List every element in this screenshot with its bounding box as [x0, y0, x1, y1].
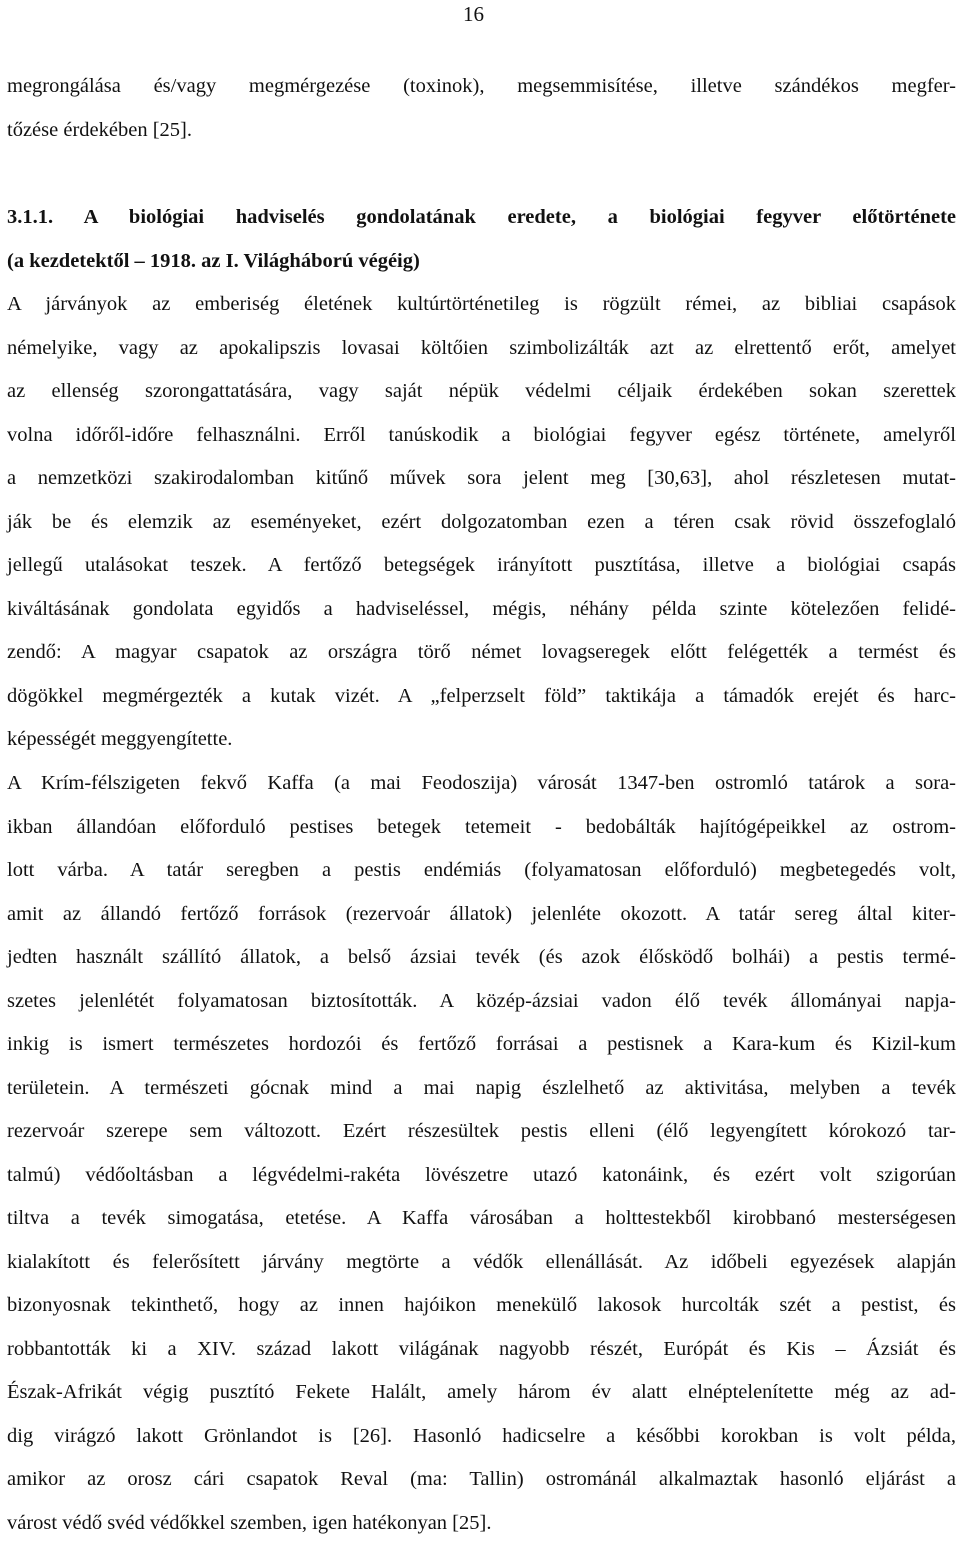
text-line: tőzése érdekében [25].	[7, 109, 956, 153]
section-heading	[7, 196, 956, 283]
text-line: amikor az orosz cári csapatok Reval (ma: Tallin) ostrománál alkalmaztak hasonló eljárást a	[7, 1458, 956, 1502]
text-line: a nemzetközi szakirodalomban kitűnő művek sora jelent meg [30,63], ahol részletesen mutat-	[7, 457, 956, 501]
text-line: volna időről-időre felhasználni. Erről tanúskodik a biológiai fegyver egész története, amelyről	[7, 414, 956, 458]
text-line: dögökkel megmérgezték a kutak vizét. A „felperzselt föld” taktikája a támadók erejét és harc-	[7, 675, 956, 719]
text-line: bizonyosnak tekinthető, hogy az innen hajóikon menekülő lakosok hurcolták szét a pestist, és	[7, 1284, 956, 1328]
page-number: 16	[463, 2, 503, 26]
paragraph-1	[7, 283, 956, 762]
text-line: 3.1.1. A biológiai hadviselés gondolatának eredete, a biológiai fegyver előtörténete	[7, 196, 956, 240]
text-line: A járványok az emberiség életének kultúrtörténetileg is rögzült rémei, az bibliai csapások	[7, 283, 956, 327]
text-line: jellegű utalásokat teszek. A fertőző betegségek irányított pusztítása, illetve a biológiai csapás	[7, 544, 956, 588]
paragraph-2	[7, 762, 956, 1545]
text-line: Észak-Afrikát végig pusztító Fekete Halált, amely három év alatt elnéptelenítette még az ad-	[7, 1371, 956, 1415]
text-line: lott várba. A tatár seregben a pestis endémiás (folyamatosan előforduló) megbetegedés volt,	[7, 849, 956, 893]
text-line: megrongálása és/vagy megmérgezése (toxinok), megsemmisítése, illetve szándékos megfer-	[7, 65, 956, 109]
text-line: A Krím-félszigeten fekvő Kaffa (a mai Feodoszija) városát 1347-ben ostromló tatárok a sora-	[7, 762, 956, 806]
text-line: kiváltásának gondolata egyidős a hadviseléssel, mégis, néhány példa szinte kötelezően felidé-	[7, 588, 956, 632]
text-line: területein. A természeti gócnak mind a mai napig észlelhető az aktivitása, melyben a tevék	[7, 1067, 956, 1111]
text-line: némelyike, vagy az apokalipszis lovasai költőien szimbolizálták azt az elrettentő erőt, amelyet	[7, 327, 956, 371]
text-line: talmú) védőoltásban a légvédelmi-rakéta lövészetre utazó katonáink, és ezért volt szigorúan	[7, 1154, 956, 1198]
text-line: szetes jelenlétét folyamatosan biztosították. A közép-ázsiai vadon élő tevék állományai napja-	[7, 980, 956, 1024]
intro-paragraph	[7, 65, 956, 152]
text-line: amit az állandó fertőző források (rezervoár állatok) jelenléte okozott. A tatár sereg által kiter-	[7, 893, 956, 937]
text-line: rezervoár szerepe sem változott. Ezért részesültek pestis elleni (élő legyengített kórokozó tar-	[7, 1110, 956, 1154]
text-line: tiltva a tevék simogatása, etetése. A Kaffa városában a holttestekből kirobbanó mesterségesen	[7, 1197, 956, 1241]
text-line: dig virágzó lakott Grönlandot is [26]. Hasonló hadicselre a későbbi korokban is volt példa,	[7, 1415, 956, 1459]
text-line: ikban állandóan előforduló pestises betegek tetemeit - bedobálták hajítógépeikkel az ostrom-	[7, 806, 956, 850]
text-line: kialakított és felerősített járvány megtörte a védők ellenállását. Az időbeli egyezések alapján	[7, 1241, 956, 1285]
text-line: az ellenség szorongattatására, vagy saját népük védelmi céljaik érdekében sokan szerettek	[7, 370, 956, 414]
text-line: képességét meggyengítette.	[7, 718, 956, 762]
text-line: zendő: A magyar csapatok az országra törő német lovagseregek előtt felégették a termést és	[7, 631, 956, 675]
text-line: (a kezdetektől – 1918. az I. Világháború végéig)	[7, 240, 956, 284]
text-line: robbantották ki a XIV. század lakott világának nagyobb részét, Európát és Kis – Ázsiát és	[7, 1328, 956, 1372]
text-line: ják be és elemzik az eseményeket, ezért dolgozatomban ezen a téren csak rövid összefoglaló	[7, 501, 956, 545]
text-line: inkig is ismert természetes hordozói és fertőző forrásai a pestisnek a Kara-kum és Kizil-kum	[7, 1023, 956, 1067]
text-line: jedten használt szállító állatok, a belső ázsiai tevék (és azok élősködő bolhái) a pestis termé-	[7, 936, 956, 980]
text-line: várost védő svéd védőkkel szemben, igen hatékonyan [25].	[7, 1502, 956, 1545]
